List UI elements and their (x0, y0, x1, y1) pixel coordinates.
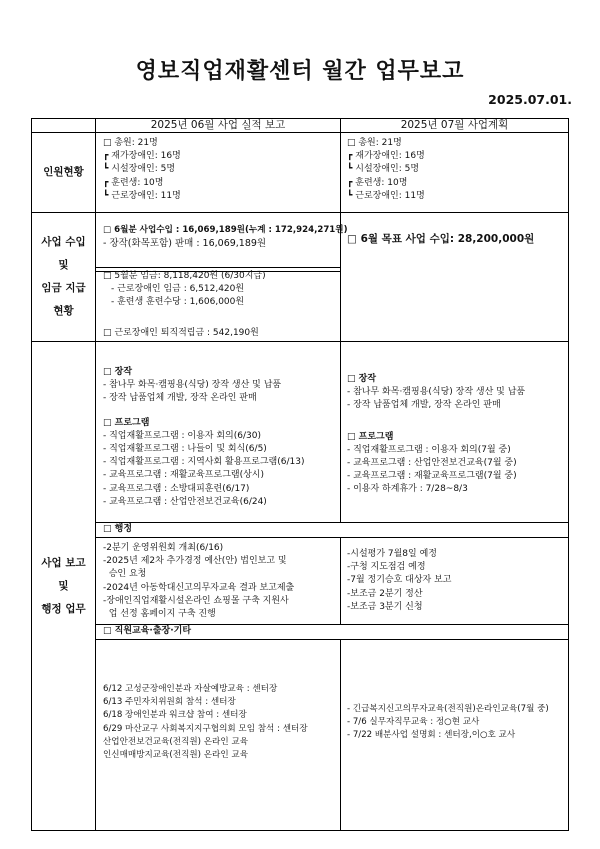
admin-item: 업 선정 홈페이지 구축 진행 (103, 609, 216, 620)
training-item: 6/13 주민자치위원회 참석 : 센터장 (103, 697, 236, 708)
program-item: - 이용자 하계휴가 : 7/28~8/3 (347, 484, 468, 495)
business-plan (347, 373, 525, 497)
admin-item: -7월 정기승호 대상자 보고 (347, 575, 452, 586)
header-plan: 2025년 07월 사업계획 (341, 118, 568, 133)
wages-current (103, 270, 266, 340)
firewood-item: - 참나무 화목·캠핑용(식당) 장작 생산 및 납품 (103, 380, 282, 391)
admin-item: -보조금 2분기 정산 (347, 588, 423, 599)
business-current (103, 366, 304, 509)
retirement-line: □ 근로장애인 퇴직적립금 : 542,190원 (103, 327, 259, 338)
label-revenue-2: 및 (58, 259, 69, 271)
training-item: - 긴급복지신고의무자교육(전직원)온라인교육(7월 중) (347, 704, 549, 714)
training-item: 6/29 마산교구 사회복지지구협의회 모임 참석 : 센터장 (103, 723, 308, 734)
personnel-line: ┗ 시설장애인: 5명 (347, 164, 420, 175)
admin-current (103, 542, 294, 621)
firewood-title: □ 장작 (347, 374, 377, 384)
admin-item: -2025년 제2차 추가경정 예산(안) 법인보고 및 (103, 556, 287, 567)
program-item: - 교육프로그램 : 소방대피훈련(6/17) (103, 483, 250, 494)
label-personnel (32, 133, 95, 212)
admin-plan (347, 548, 452, 614)
program-title: □ 프로그램 (103, 417, 150, 428)
label-revenue-4: 현황 (53, 305, 74, 317)
admin-item: -구청 지도점검 예정 (347, 562, 426, 573)
training-title: □ 직원교육·출장·기타 (103, 626, 192, 636)
training-item: 6/12 고성군장애인분과 자살예방교육 : 센터장 (103, 684, 278, 694)
training-plan (347, 703, 549, 743)
firewood-item: - 장작 납품업체 개발, 장작 온라인 판매 (103, 393, 257, 404)
firewood-item: - 참나무 화목·캠핑용(식당) 장작 생산 및 납품 (347, 387, 526, 398)
personnel-line: ┗ 시설장애인: 5명 (103, 164, 176, 175)
firewood-title: □ 장작 (103, 367, 133, 377)
personnel-line: ┗ 근로장애인: 11명 (103, 190, 181, 201)
label-revenue (32, 213, 95, 341)
training-item: 6/18 장애인분과 워크샵 참여 : 센터장 (103, 710, 247, 721)
program-item: - 교육프로그램 : 재활교육프로그램(7월 중) (347, 471, 517, 482)
label-revenue-1: 사업 수입 (41, 236, 86, 248)
program-item: - 교육프로그램 : 산업안전보건교육(7월 중) (347, 458, 517, 469)
personnel-line: ┏ 훈련생: 10명 (347, 177, 408, 188)
training-item: 인신매매방지교육(전직원) 온라인 교육 (103, 750, 248, 761)
admin-item: -시설평가 7월8일 예정 (347, 549, 437, 559)
admin-item: -2분기 운영위원회 개최(6/16) (103, 543, 224, 553)
revenue-target-text: □ 6월 목표 사업 수입: 28,200,000원 (347, 233, 535, 245)
admin-item: -2024년 아동학대신고의무자교육 결과 보고제출 (103, 582, 295, 593)
personnel-line: ┏ 재가장애인: 16명 (103, 151, 181, 162)
personnel-line: □ 총원: 21명 (103, 138, 158, 148)
revenue-total: □ 6월분 사업수입 : 16,069,189원(누계 : 172,924,271원) (103, 225, 348, 235)
personnel-line: ┗ 근로장애인: 11명 (347, 190, 425, 201)
header-current: 2025년 06월 사업 실적 보고 (96, 118, 340, 133)
wage-line: - 훈련생 훈련수당 : 1,606,000원 (111, 297, 245, 308)
page-title: 영보직업재활센터 월간 업무보고 (135, 59, 465, 84)
program-item: - 직업재활프로그램 : 이용자 회의(6/30) (103, 430, 261, 441)
program-item: - 직업재활프로그램 : 지역사회 활용프로그램(6/13) (103, 457, 305, 468)
training-item: 산업안전보건교육(전직원) 온라인 교육 (103, 736, 248, 747)
personnel-line: ┏ 훈련생: 10명 (103, 177, 164, 188)
admin-item: -장애인직업재활시설온라인 쇼핑몰 구축 지원사 (103, 595, 289, 606)
revenue-target (347, 233, 534, 246)
personnel-line: ┏ 재가장애인: 16명 (347, 151, 425, 162)
program-item: - 직업재활프로그램 : 나들이 및 회식(6/5) (103, 444, 267, 455)
label-business (32, 342, 95, 830)
report-table (31, 118, 569, 830)
wage-line: - 근로장애인 임금 : 6,512,420원 (111, 284, 245, 295)
training-item: - 7/6 실무자직무교육 : 정○현 교사 (347, 717, 480, 728)
revenue-current (103, 224, 348, 250)
program-item: - 교육프로그램 : 재활교육프로그램(상시) (103, 470, 264, 481)
firewood-item: - 장작 납품업체 개발, 장작 온라인 판매 (347, 400, 501, 411)
label-personnel-text: 인원현황 (43, 166, 84, 178)
label-business-2: 및 (58, 579, 69, 592)
label-revenue-3: 임금 지급 (41, 282, 86, 294)
revenue-item: - 장작(화목포함) 판매 : 16,069,189원 (103, 238, 267, 250)
program-title: □ 프로그램 (347, 431, 394, 442)
report-date: 2025.07.01. (488, 92, 572, 107)
wage-line: □ 5월분 임금: 8,118,420원 (6/30지급) (103, 271, 266, 281)
program-item: - 직업재활프로그램 : 이용자 회의(7월 중) (347, 444, 511, 455)
personnel-plan (347, 137, 425, 203)
training-item: - 7/22 배분사업 설명회 : 센터장,이○호 교사 (347, 730, 516, 741)
training-current (103, 683, 308, 762)
personnel-line: □ 총원: 21명 (347, 138, 402, 148)
personnel-current (103, 137, 181, 203)
label-business-1: 사업 보고 (41, 556, 86, 569)
admin-item: 승인 요청 (103, 569, 147, 580)
admin-item: -보조금 3분기 신청 (347, 601, 423, 612)
label-business-3: 행정 업무 (41, 602, 86, 615)
admin-title: □ 행정 (103, 524, 133, 534)
program-item: - 교육프로그램 : 산업안전보건교육(6/24) (103, 496, 267, 507)
